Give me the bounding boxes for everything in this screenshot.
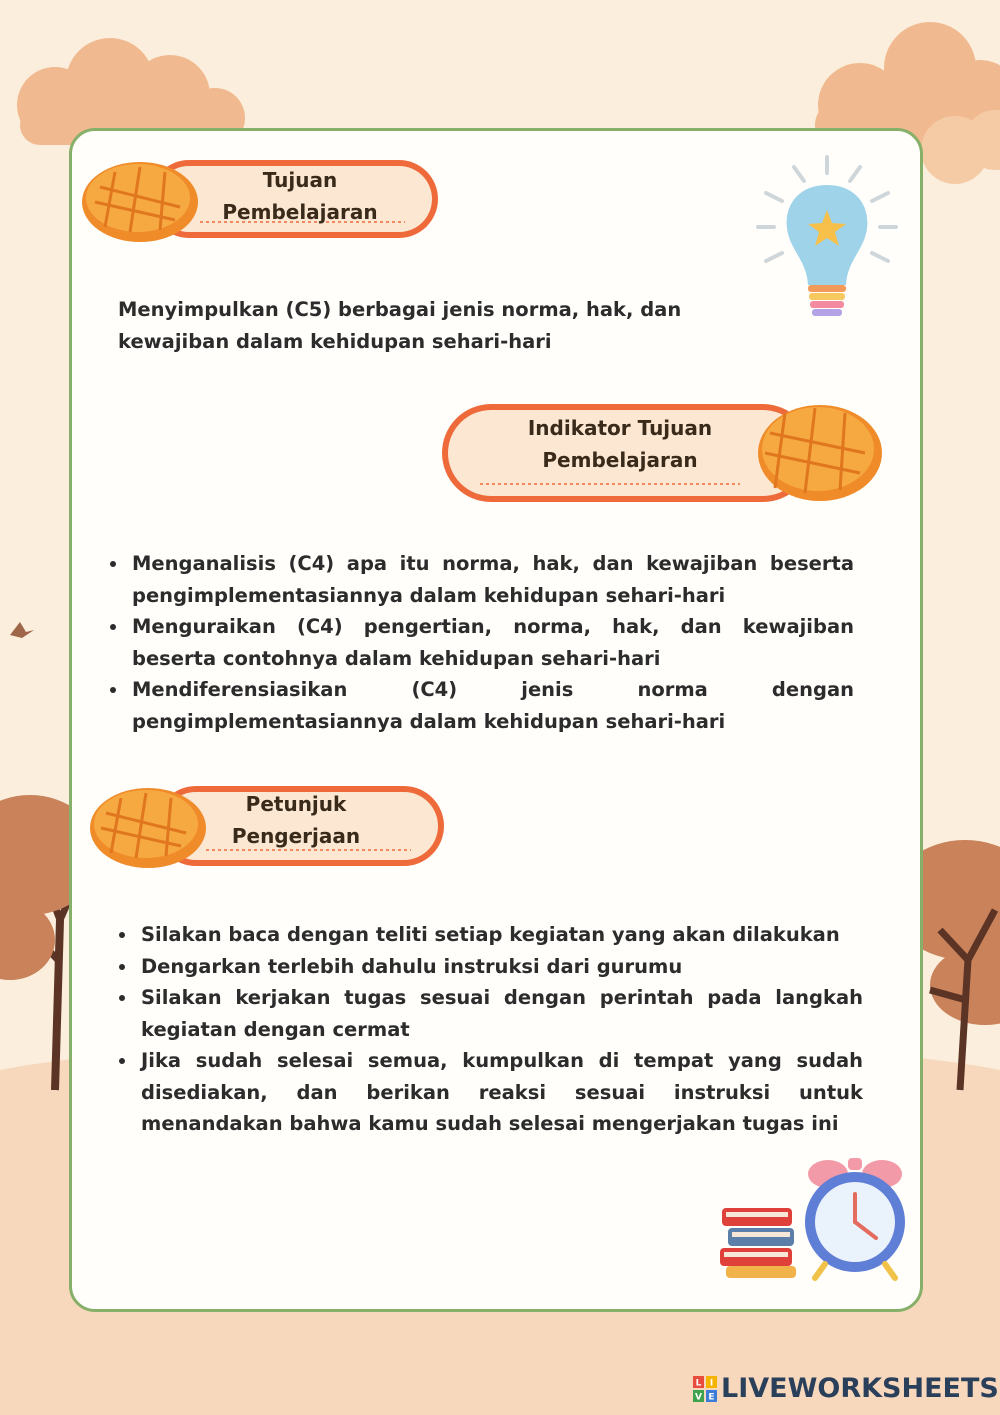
petunjuk-banner (86, 780, 448, 872)
banner-line-2: Pembelajaran (222, 200, 378, 224)
list-item: Silakan baca dengan teliti setiap kegiatan yang akan dilakukan (119, 919, 863, 951)
lightbulb-icon (752, 155, 902, 325)
logo-letter-2: I (709, 1378, 714, 1388)
list-item: Menguraikan (C4) pengertian, norma, hak, dan kewajiban beserta contohnya dalam kehidupan sehari-hari (110, 611, 854, 674)
list-item: Jika sudah selesai semua, kumpulkan di tempat yang sudah disediakan, dan berikan reaksi sesuai instruksi untuk menandakan bahwa kamu sudah selesai mengerjakan tugas ini (119, 1045, 863, 1140)
bread-icon (82, 162, 198, 242)
logo-letter-1: L (695, 1378, 702, 1388)
banner-line-1: Indikator Tujuan (527, 416, 713, 440)
banner-line-2: Pengerjaan (231, 824, 361, 848)
instruction-list (119, 919, 863, 1140)
bread-icon (758, 405, 882, 501)
indicator-list (110, 548, 854, 737)
bread-icon (90, 788, 206, 868)
banner-line-2: Pembelajaran (542, 448, 698, 472)
list-item: Dengarkan terlebih dahulu instruksi dari gurumu (119, 951, 863, 983)
liveworksheets-brand (693, 1372, 999, 1408)
logo-letter-4: E (708, 1392, 715, 1402)
banner-line-1: Petunjuk (245, 792, 347, 816)
logo-letter-3: V (695, 1392, 702, 1402)
alarm-clock-icon (800, 1152, 910, 1282)
objective-text: Menyimpulkan (C5) berbagai jenis norma, hak, dan kewajiban dalam kehidupan sehari-hari (118, 298, 682, 353)
list-item: Menganalisis (C4) apa itu norma, hak, dan kewajiban beserta pengimplementasiannya dalam kehidupan sehari-hari (110, 548, 854, 611)
indikator-banner (440, 398, 886, 506)
list-item: Mendiferensiasikan (C4) jenis norma dengan pengimplementasiannya dalam kehidupan sehari-hari (110, 674, 854, 737)
brand-name: LIVEWORKSHEETS (721, 1373, 999, 1404)
liveworksheets-logo-icon (693, 1376, 717, 1402)
list-item: Silakan kerjakan tugas sesuai dengan perintah pada langkah kegiatan dengan cermat (119, 982, 863, 1045)
tujuan-pembelajaran-banner (80, 152, 442, 244)
banner-line-1: Tujuan (262, 168, 338, 192)
books-icon (718, 1200, 802, 1280)
